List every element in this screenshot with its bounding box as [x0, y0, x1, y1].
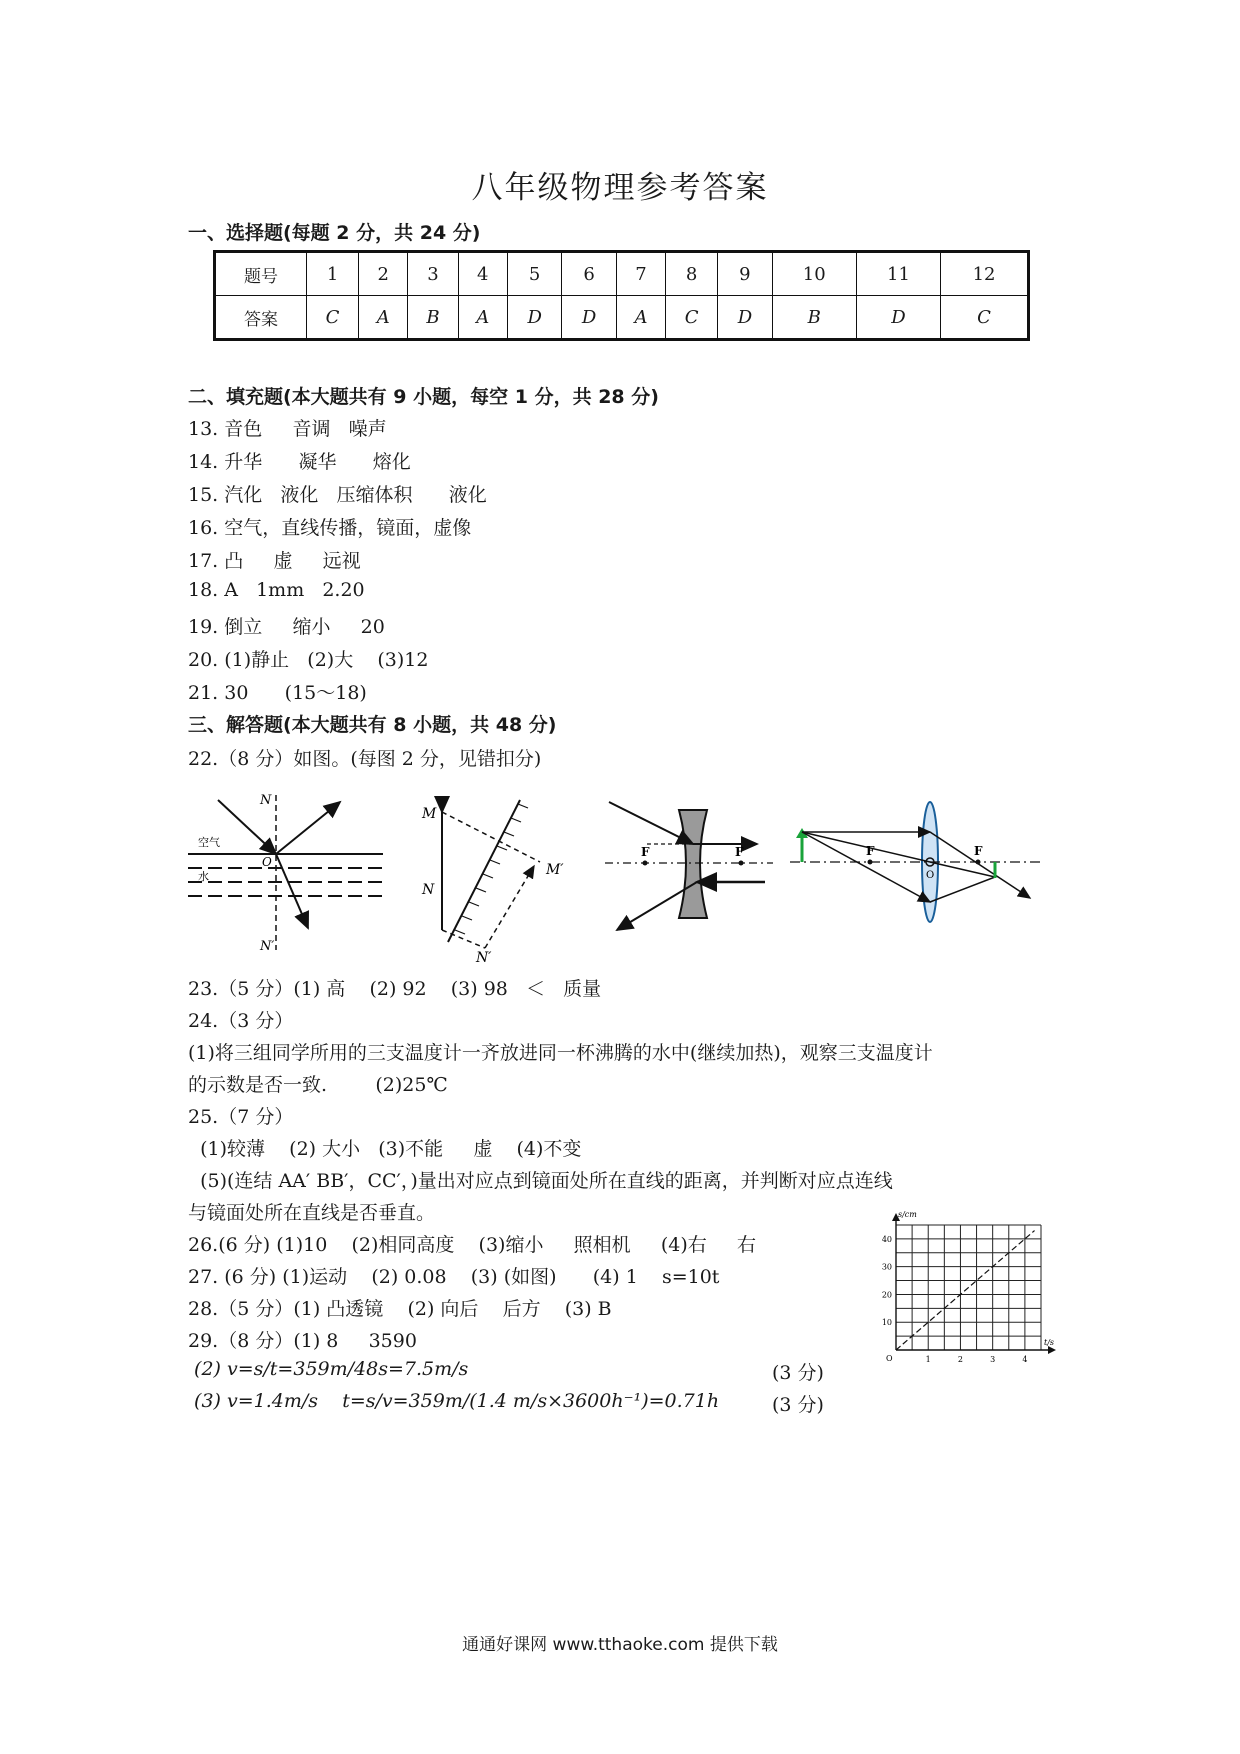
- focus-left-label: F: [641, 845, 650, 859]
- table-row-answers: [215, 296, 1029, 340]
- data-line: [896, 1231, 1035, 1350]
- answer-line-24-1: (1)将三组同学所用的三支温度计一齐放进同一杯沸腾的水中(继续加热)，观察三支温度计: [188, 1042, 933, 1064]
- answer-table: [213, 250, 1030, 341]
- answer-line-24-head: 24.（3 分）: [188, 1010, 294, 1032]
- s-t-graph: [872, 1205, 1062, 1380]
- y-tick-label: 10: [881, 1318, 892, 1328]
- page-title: 八年级物理参考答案: [471, 170, 769, 206]
- answer-line-29: 29.（8 分）(1) 8 3590: [188, 1330, 417, 1352]
- point-n-label: N: [422, 882, 435, 898]
- x-axis-label: t/s: [1044, 1338, 1055, 1347]
- answer-line-16: 16. 空气，直线传播，镜面，虚像: [188, 517, 472, 539]
- table-cell: A: [616, 296, 665, 340]
- incidence-point-label: O: [262, 855, 272, 869]
- answer-line-17: 17. 凸 虚 远视: [188, 550, 361, 572]
- image-n-label: N′: [476, 950, 492, 965]
- row-label-number: 题号: [215, 252, 307, 296]
- table-cell: 11: [856, 252, 940, 296]
- points-29-2: (3 分): [772, 1362, 824, 1384]
- table-cell: 2: [359, 252, 408, 296]
- answer-line-20: 20. (1)静止 (2)大 (3)12: [188, 649, 429, 671]
- answer-line-26: 26.(6 分) (1)10 (2)相同高度 (3)缩小 照相机 (4)右 右: [188, 1234, 756, 1256]
- reflection-refraction-diagram: [188, 790, 388, 965]
- point-m-label: M: [422, 806, 437, 822]
- answer-line-23: 23.（5 分）(1) 高 (2) 92 (3) 98 ＜ 质量: [188, 978, 602, 1000]
- answer-line-14: 14. 升华 凝华 熔化: [188, 451, 411, 473]
- table-cell: D: [507, 296, 561, 340]
- normal-bottom-label: N′: [260, 939, 275, 954]
- table-cell: B: [408, 296, 458, 340]
- air-label: 空气: [198, 836, 220, 849]
- table-cell: 12: [941, 252, 1029, 296]
- answer-line-29-3: (3) v=1.4m/s t=s/v=359m/(1.4 m/s×3600h⁻¹)=0.71h: [188, 1390, 720, 1412]
- answer-line-15: 15. 汽化 液化 压缩体积 液化: [188, 484, 487, 506]
- section-1-heading: 一、选择题(每题 2 分，共 24 分): [188, 222, 481, 244]
- y-axis-label: s/cm: [898, 1210, 917, 1219]
- row-label-answer: 答案: [215, 296, 307, 340]
- x-tick-label: 3: [990, 1355, 996, 1364]
- x-tick-label: 1: [925, 1355, 931, 1364]
- answer-line-13: 13. 音色 音调 噪声: [188, 418, 387, 440]
- answer-line-28: 28.（5 分）(1) 凸透镜 (2) 向后 后方 (3) B: [188, 1298, 612, 1320]
- x-tick-label: 4: [1022, 1355, 1028, 1364]
- x-axis-arrow: [1048, 1346, 1056, 1354]
- answer-line-21: 21. 30 (15～18): [188, 682, 367, 704]
- answer-line-25-2: (5)(连结 AA′ BB′，CC′，)量出对应点到镜面处所在直线的距离，并判断对应点连线: [188, 1170, 893, 1192]
- table-cell: 3: [408, 252, 458, 296]
- table-cell: D: [562, 296, 616, 340]
- focus-right-label: F: [974, 844, 983, 858]
- table-cell: C: [307, 296, 359, 340]
- convex-lens-diagram: [790, 790, 1040, 940]
- answer-line-24-2: 的示数是否一致. (2)25℃: [188, 1074, 448, 1096]
- table-cell: B: [772, 296, 856, 340]
- y-tick-label: 20: [881, 1290, 892, 1300]
- table-cell: A: [359, 296, 408, 340]
- table-cell: C: [666, 296, 718, 340]
- answer-line-25-3: 与镜面处所在直线是否垂直。: [188, 1202, 436, 1224]
- focus-right-label: F: [735, 845, 744, 859]
- normal-top-label: N: [260, 793, 272, 808]
- table-cell: 7: [616, 252, 665, 296]
- table-cell: 9: [718, 252, 772, 296]
- origin-label: O: [886, 1354, 893, 1363]
- table-cell: A: [458, 296, 507, 340]
- image-m-label: M′: [546, 862, 564, 878]
- y-tick-label: 40: [881, 1234, 892, 1244]
- focus-left-label: F: [866, 844, 875, 858]
- table-cell: C: [941, 296, 1029, 340]
- table-cell: 5: [507, 252, 561, 296]
- table-cell: 1: [307, 252, 359, 296]
- section-3-heading: 三、解答题(本大题共有 8 小题，共 48 分): [188, 714, 557, 736]
- optical-center-label: O: [926, 870, 935, 881]
- water-label: 水: [198, 870, 209, 883]
- x-tick-label: 2: [957, 1355, 963, 1364]
- points-29-3: (3 分): [772, 1394, 824, 1416]
- table-cell: 6: [562, 252, 616, 296]
- section-2-heading: 二、填充题(本大题共有 9 小题，每空 1 分，共 28 分): [188, 386, 659, 408]
- table-cell: 10: [772, 252, 856, 296]
- answer-line-25-1: (1)较薄 (2) 大小 (3)不能 虚 (4)不变: [188, 1138, 582, 1160]
- y-tick-label: 30: [881, 1262, 892, 1272]
- answer-line-19: 19. 倒立 缩小 20: [188, 616, 385, 638]
- table-cell: D: [718, 296, 772, 340]
- answer-line-22: 22.（8 分）如图。(每图 2 分，见错扣分): [188, 748, 542, 770]
- plane-mirror-diagram: [410, 790, 580, 965]
- answer-line-18: 18. A 1mm 2.20: [188, 579, 365, 601]
- concave-lens-diagram: [605, 790, 775, 940]
- footer-credit: 通通好课网 www.tthaoke.com 提供下载: [462, 1635, 778, 1655]
- answer-line-27: 27. (6 分) (1)运动 (2) 0.08 (3) (如图) (4) 1 s=10t: [188, 1266, 720, 1288]
- answer-line-25-head: 25.（7 分）: [188, 1106, 294, 1128]
- table-cell: 4: [458, 252, 507, 296]
- table-row-numbers: [215, 252, 1029, 296]
- table-cell: 8: [666, 252, 718, 296]
- answer-line-29-2: (2) v=s/t=359m/48s=7.5m/s: [188, 1358, 469, 1380]
- table-cell: D: [856, 296, 940, 340]
